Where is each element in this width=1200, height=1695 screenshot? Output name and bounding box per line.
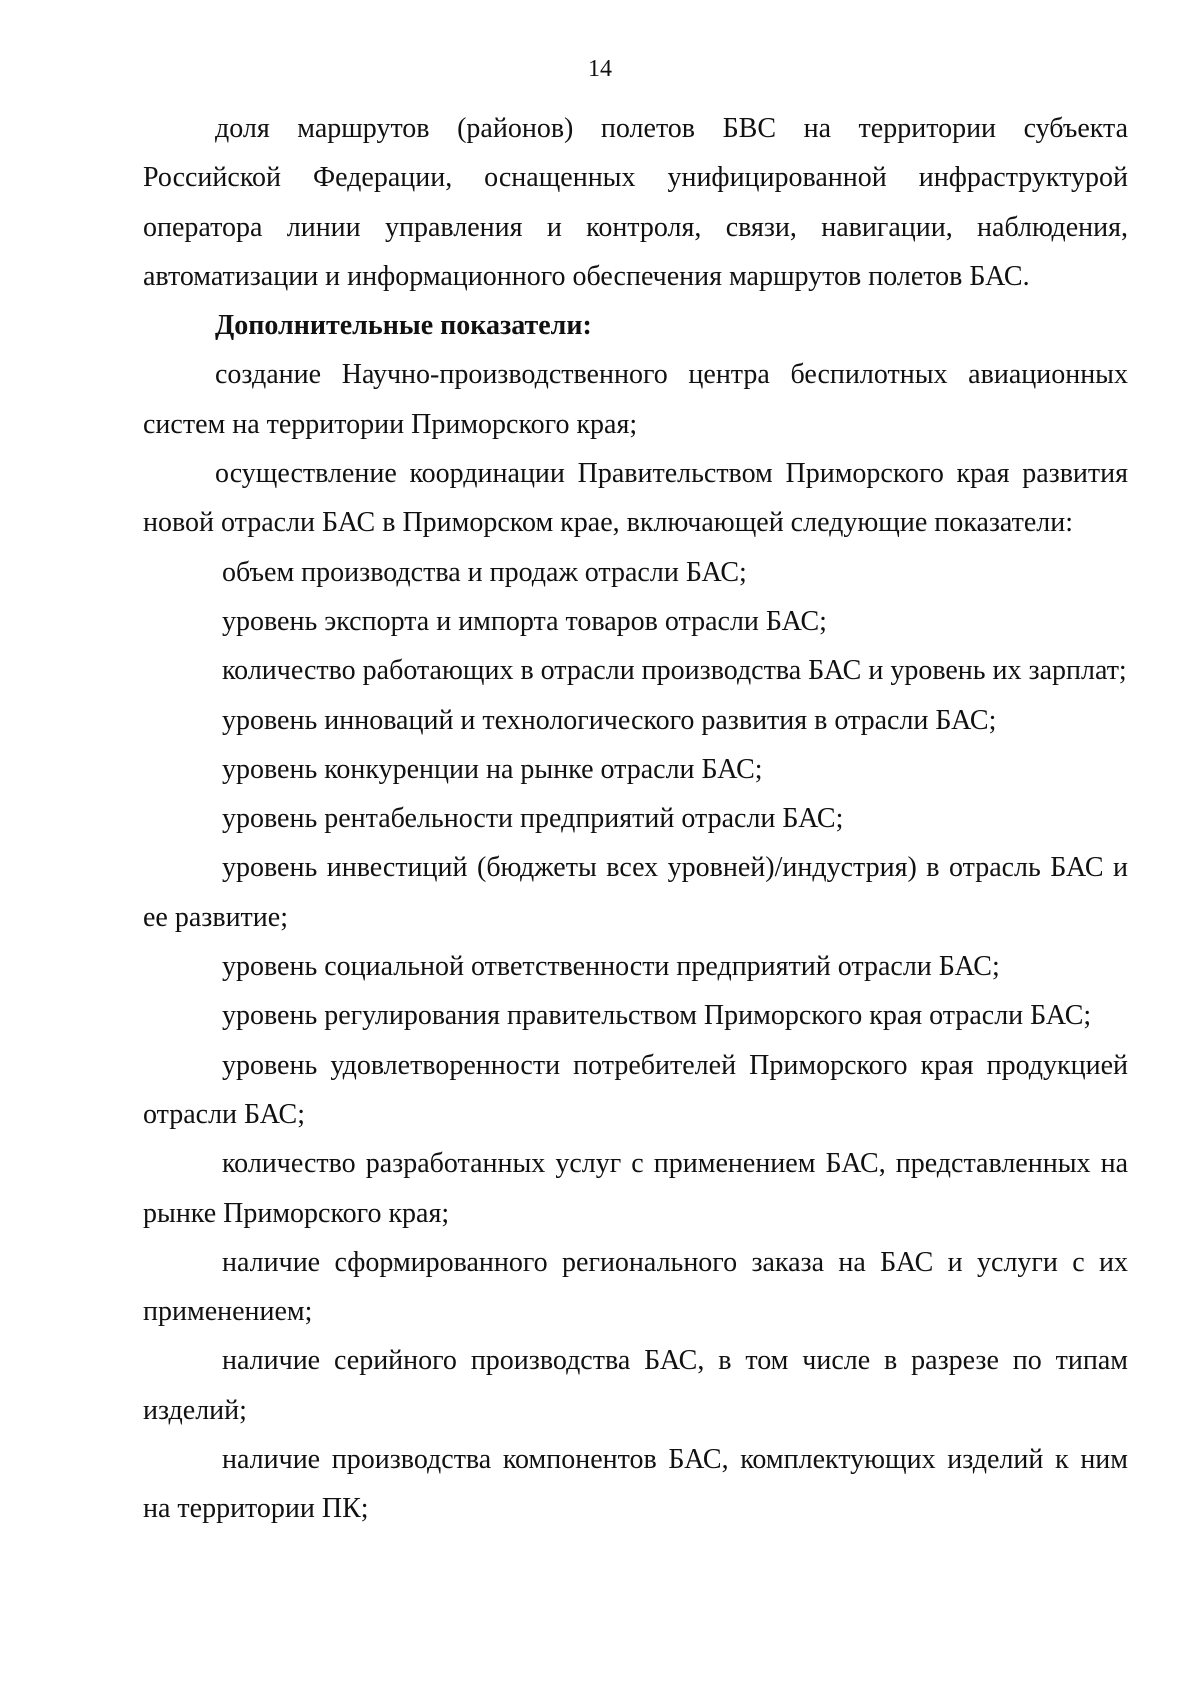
section-heading-additional-indicators: Дополнительные показатели: bbox=[215, 310, 592, 342]
indicator-item: количество работающих в отрасли производства БАС и уровень их зарплат; bbox=[222, 655, 1127, 687]
indicator-item: уровень регулирования правительством Приморского края отрасли БАС; bbox=[222, 1000, 1092, 1032]
indicator-item: наличие сформированного регионального заказа на БАС и услуги с их применением; bbox=[143, 1246, 1128, 1328]
indicator-item: уровень социальной ответственности предприятий отрасли БАС; bbox=[222, 951, 1000, 983]
indicator-item: уровень удовлетворенности потребителей Приморского края продукцией отрасли БАС; bbox=[143, 1049, 1128, 1130]
indicator-item: наличие серийного производства БАС, в том числе в разрезе по типам изделий; bbox=[143, 1345, 1128, 1426]
indicator-item: уровень инноваций и технологического развития в отрасли БАС; bbox=[222, 704, 997, 736]
indicator-item: объем производства и продаж отрасли БАС; bbox=[222, 556, 747, 588]
indicator-item: уровень рентабельности предприятий отрасли БАС; bbox=[222, 803, 844, 835]
document-body bbox=[143, 104, 1128, 1534]
paragraph-route-share: доля маршрутов (районов) полетов БВС на территории субъекта Российской Федерации, оснащенных унифицированной инфраструктурой оператора линии управления и контроля, связи, навигации, наблюдения, автоматизации и информационного обеспечения маршрутов полетов БАС. bbox=[143, 113, 1128, 292]
page-number: 14 bbox=[588, 56, 612, 82]
indicator-item: уровень экспорта и импорта товаров отрасли БАС; bbox=[222, 605, 827, 637]
paragraph-coordination: осуществление координации Правительством Приморского края развития новой отрасли БАС в Приморском крае, включающей следующие показатели: bbox=[143, 458, 1128, 539]
indicator-item: количество разработанных услуг с применением БАС, представленных на рынке Приморского края; bbox=[143, 1148, 1128, 1229]
indicator-item: наличие производства компонентов БАС, комплектующих изделий к ним на территории ПК; bbox=[143, 1444, 1128, 1525]
paragraph-research-center: создание Научно-производственного центра беспилотных авиационных систем на территории Приморского края; bbox=[143, 359, 1128, 440]
indicator-item: уровень инвестиций (бюджеты всех уровней)/индустрия) в отрасль БАС и ее развитие; bbox=[143, 852, 1128, 933]
indicator-item: уровень конкуренции на рынке отрасли БАС; bbox=[222, 753, 763, 785]
